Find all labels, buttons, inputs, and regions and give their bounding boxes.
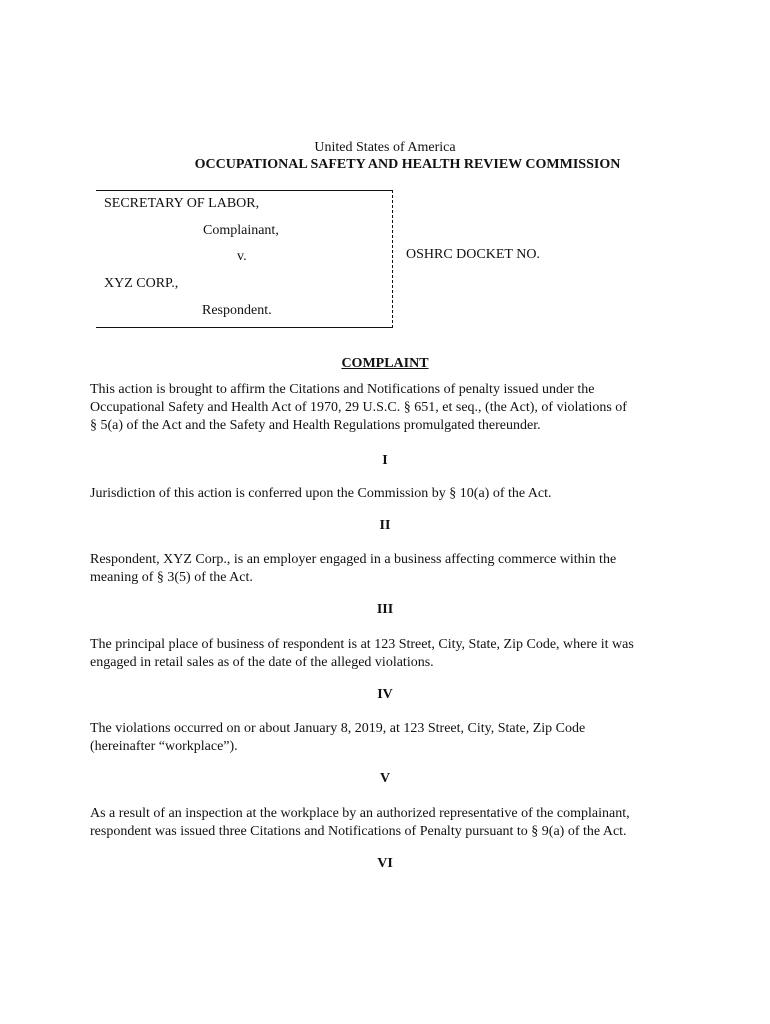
section-iii-paragraph: [90, 636, 690, 672]
complainant-name: SECRETARY OF LABOR,: [104, 196, 260, 211]
paragraph-line: Respondent, XYZ Corp., is an employer engaged in a business affecting commerce within the: [90, 552, 617, 567]
section-number-i: I: [382, 453, 388, 468]
section-number-ii: II: [379, 518, 391, 533]
section-number-iv: IV: [377, 687, 393, 702]
paragraph-line: The principal place of business of respondent is at 123 Street, City, State, Zip Code, where it was: [90, 637, 634, 652]
paragraph-line: As a result of an inspection at the workplace by an authorized representative of the complainant,: [90, 806, 630, 821]
section-number-vi: VI: [377, 856, 393, 871]
versus-label: v.: [237, 249, 247, 264]
respondent-name: XYZ CORP.,: [104, 276, 179, 291]
case-caption-box: [96, 190, 393, 328]
respondent-role: Respondent.: [202, 303, 272, 318]
complaint-title: COMPLAINT: [341, 356, 429, 371]
paragraph-line: Jurisdiction of this action is conferred upon the Commission by § 10(a) of the Act.: [90, 486, 552, 501]
section-number-iii: III: [376, 602, 394, 617]
country-heading: United States of America: [314, 140, 456, 155]
paragraph-line: meaning of § 3(5) of the Act.: [90, 570, 253, 585]
paragraph-line: respondent was issued three Citations and Notifications of Penalty pursuant to § 9(a) of the Act.: [90, 824, 627, 839]
docket-number-label: OSHRC DOCKET NO.: [406, 247, 540, 262]
section-number-v: V: [379, 771, 391, 786]
paragraph-line: engaged in retail sales as of the date of the alleged violations.: [90, 655, 434, 670]
intro-paragraph: [90, 381, 690, 435]
section-ii-paragraph: [90, 551, 690, 587]
paragraph-line: (hereinafter “workplace”).: [90, 739, 238, 754]
section-v-paragraph: [90, 805, 690, 841]
paragraph-line: This action is brought to affirm the Citations and Notifications of penalty issued under the: [90, 382, 595, 397]
paragraph-line: Occupational Safety and Health Act of 1970, 29 U.S.C. § 651, et seq., (the Act), of violations of: [90, 400, 627, 415]
paragraph-line: § 5(a) of the Act and the Safety and Health Regulations promulgated thereunder.: [90, 418, 541, 433]
section-i-paragraph: [90, 485, 690, 503]
section-iv-paragraph: [90, 720, 690, 756]
paragraph-line: The violations occurred on or about January 8, 2019, at 123 Street, City, State, Zip Code: [90, 721, 586, 736]
complainant-role: Complainant,: [203, 223, 279, 238]
commission-heading: OCCUPATIONAL SAFETY AND HEALTH REVIEW COMMISSION: [194, 157, 621, 172]
